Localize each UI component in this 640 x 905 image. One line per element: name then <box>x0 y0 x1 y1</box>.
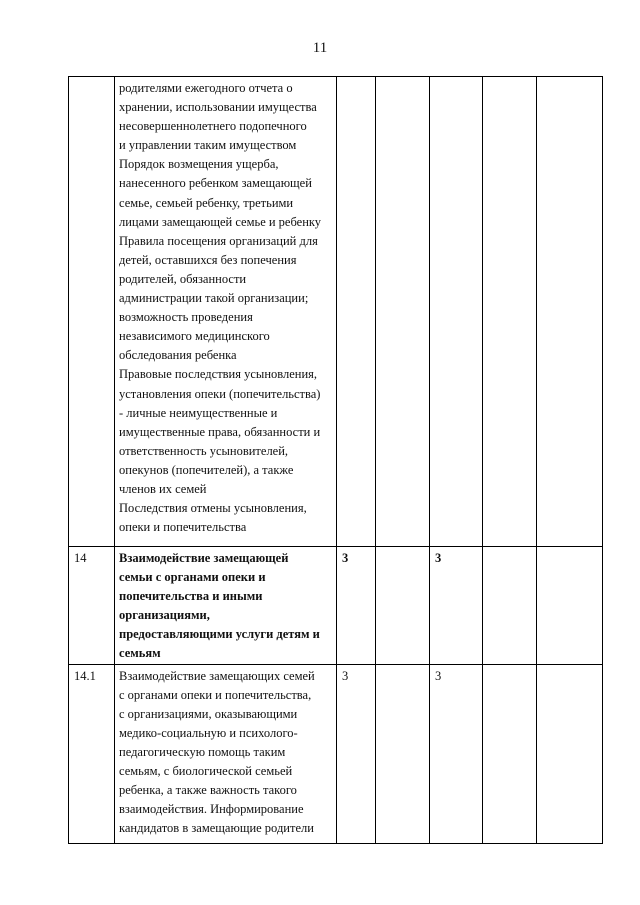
table-row <box>69 664 603 843</box>
topic-line: семьям, с биологической семьей <box>119 764 293 779</box>
row-number-cell <box>69 664 115 843</box>
hours-cell-c5 <box>430 547 483 665</box>
hours-value: 3 <box>342 668 349 683</box>
hours-cell-c7 <box>537 547 603 665</box>
topic-cell <box>115 77 337 547</box>
hours-cell-c5 <box>430 77 483 547</box>
hours-cell-c4 <box>376 77 430 547</box>
topic-line: возможность проведения <box>119 310 253 325</box>
hours-cell-c4 <box>376 547 430 665</box>
hours-cell-c6 <box>483 77 537 547</box>
hours-value <box>483 547 536 549</box>
hours-cell-c3 <box>337 664 376 843</box>
row-number-cell <box>69 77 115 547</box>
topic-line: членов их семей <box>119 481 207 496</box>
topic-line: взаимодействия. Информирование <box>119 802 304 817</box>
topic-line: организациями, <box>119 608 210 623</box>
topic-line: родителей, обязанности <box>119 271 247 286</box>
topic-line: нанесенного ребенком замещающей <box>119 176 312 191</box>
topic-line: ответственность усыновителей, <box>119 443 289 458</box>
topic-line: кандидатов в замещающие родители <box>119 821 314 836</box>
topic-line: Последствия отмены усыновления, <box>119 501 307 516</box>
hours-value <box>376 77 429 79</box>
topic-line: родителями ежегодного отчета о <box>119 81 293 95</box>
curriculum-table <box>68 76 603 844</box>
hours-cell-c7 <box>537 77 603 547</box>
topic-line: установления опеки (попечительства) <box>119 386 321 401</box>
topic-line: независимого медицинского <box>119 329 270 344</box>
hours-cell-c7 <box>537 664 603 843</box>
row-number: 14 <box>74 551 87 565</box>
hours-value <box>376 665 429 667</box>
topic-line: ребенка, а также важность такого <box>119 783 297 798</box>
table-row <box>69 77 603 547</box>
hours-value: 3 <box>435 551 442 565</box>
topic-line: медико-социальную и психолого- <box>119 725 298 740</box>
topic-line: имущественные права, обязанности и <box>119 424 321 439</box>
hours-cell-c6 <box>483 547 537 665</box>
topic-line: администрации такой организации; <box>119 291 309 306</box>
row-number-cell <box>69 547 115 665</box>
hours-value: 3 <box>435 668 442 683</box>
hours-cell-c4 <box>376 664 430 843</box>
hours-value <box>337 77 375 79</box>
hours-value <box>483 77 536 79</box>
topic-line: семьям <box>119 646 161 661</box>
topic-line: семьи с органами опеки и <box>119 570 266 585</box>
hours-cell-c5 <box>430 664 483 843</box>
topic-line: семье, семьей ребенку, третьими <box>119 195 294 210</box>
hours-value <box>537 665 602 667</box>
hours-cell-c3 <box>337 547 376 665</box>
topic-line: Взаимодействие замещающих семей <box>119 668 315 683</box>
topic-line: Правила посещения организаций для <box>119 233 318 248</box>
hours-value <box>483 665 536 667</box>
topic-line: лицами замещающей семье и ребенку <box>119 214 322 229</box>
page-number: 11 <box>312 40 328 56</box>
topic-line: детей, оставшихся без попечения <box>119 252 297 267</box>
topic-line: - личные неимущественные и <box>119 405 278 420</box>
hours-value: 3 <box>342 551 349 565</box>
hours-value <box>376 547 429 549</box>
table-row <box>69 547 603 665</box>
row-number <box>69 77 114 79</box>
topic-line: Порядок возмещения ущерба, <box>119 157 279 172</box>
topic-line: хранении, использовании имущества <box>119 100 317 115</box>
topic-line: с органами опеки и попечительства, <box>119 687 312 702</box>
topic-line: опеки и попечительства <box>119 520 247 535</box>
topic-line: и управлении таким имуществом <box>119 138 297 153</box>
topic-cell <box>115 664 337 843</box>
hours-value <box>537 77 602 79</box>
topic-cell <box>115 547 337 665</box>
row-number: 14.1 <box>74 668 96 683</box>
topic-line: Правовые последствия усыновления, <box>119 367 318 382</box>
hours-cell-c6 <box>483 664 537 843</box>
hours-value <box>537 547 602 549</box>
topic-line: попечительства и иными <box>119 589 263 604</box>
topic-line: Взаимодействие замещающей <box>119 551 289 565</box>
topic-line: предоставляющими услуги детям и <box>119 627 320 642</box>
hours-cell-c3 <box>337 77 376 547</box>
table-body <box>69 77 603 844</box>
topic-line: обследования ребенка <box>119 348 237 363</box>
topic-line: опекунов (попечителей), а также <box>119 462 294 477</box>
topic-line: несовершеннолетнего подопечного <box>119 119 307 134</box>
topic-line: с организациями, оказывающими <box>119 706 298 721</box>
topic-line: педагогическую помощь таким <box>119 744 286 759</box>
hours-value <box>430 77 482 79</box>
